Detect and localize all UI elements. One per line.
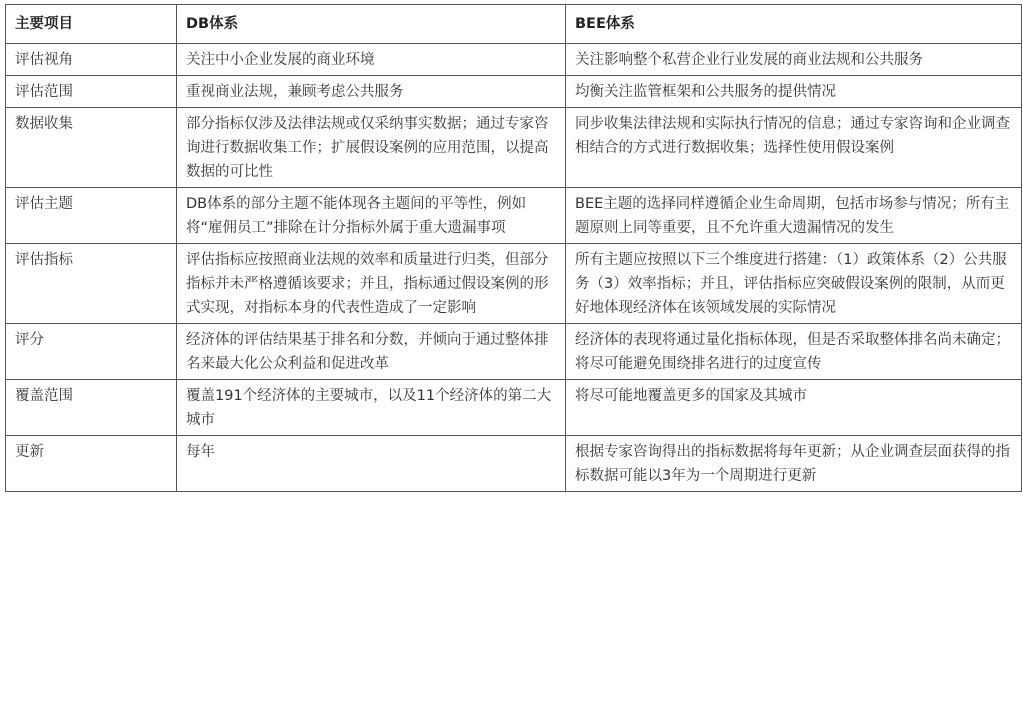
table-row	[6, 380, 1022, 436]
header-main-item: 主要项目	[6, 5, 177, 44]
db-cell: 每年	[177, 436, 566, 492]
bee-cell: 同步收集法律法规和实际执行情况的信息；通过专家咨询和企业调查相结合的方式进行数据收集；选择性使用假设案例	[566, 108, 1022, 188]
db-cell: 覆盖191个经济体的主要城市，以及11个经济体的第二大城市	[177, 380, 566, 436]
row-label: 覆盖范围	[6, 380, 177, 436]
row-label: 数据收集	[6, 108, 177, 188]
db-cell: 评估指标应按照商业法规的效率和质量进行归类，但部分指标并未严格遵循该要求；并且，指标通过假设案例的形式实现，对指标本身的代表性造成了一定影响	[177, 244, 566, 324]
table-row	[6, 436, 1022, 492]
bee-cell: 均衡关注监管框架和公共服务的提供情况	[566, 76, 1022, 108]
comparison-table	[5, 4, 1022, 492]
table-row	[6, 244, 1022, 324]
bee-cell: 所有主题应按照以下三个维度进行搭建：（1）政策体系（2）公共服务（3）效率指标；并且，评估指标应突破假设案例的限制，从而更好地体现经济体在该领域发展的实际情况	[566, 244, 1022, 324]
db-cell: 重视商业法规，兼顾考虑公共服务	[177, 76, 566, 108]
bee-cell: 将尽可能地覆盖更多的国家及其城市	[566, 380, 1022, 436]
bee-cell: BEE主题的选择同样遵循企业生命周期，包括市场参与情况；所有主题原则上同等重要，且不允许重大遗漏情况的发生	[566, 188, 1022, 244]
table-row	[6, 324, 1022, 380]
row-label: 评分	[6, 324, 177, 380]
db-cell: DB体系的部分主题不能体现各主题间的平等性，例如将“雇佣员工”排除在计分指标外属于重大遗漏事项	[177, 188, 566, 244]
bee-cell: 根据专家咨询得出的指标数据将每年更新；从企业调查层面获得的指标数据可能以3年为一个周期进行更新	[566, 436, 1022, 492]
row-label: 评估指标	[6, 244, 177, 324]
db-cell: 部分指标仅涉及法律法规或仅采纳事实数据；通过专家咨询进行数据收集工作；扩展假设案例的应用范围，以提高数据的可比性	[177, 108, 566, 188]
bee-cell: 关注影响整个私营企业行业发展的商业法规和公共服务	[566, 44, 1022, 76]
table-header-row	[6, 5, 1022, 44]
db-cell: 关注中小企业发展的商业环境	[177, 44, 566, 76]
bee-cell: 经济体的表现将通过量化指标体现，但是否采取整体排名尚未确定；将尽可能避免围绕排名进行的过度宣传	[566, 324, 1022, 380]
table-row	[6, 44, 1022, 76]
table-row	[6, 188, 1022, 244]
db-cell: 经济体的评估结果基于排名和分数，并倾向于通过整体排名来最大化公众利益和促进改革	[177, 324, 566, 380]
row-label: 评估视角	[6, 44, 177, 76]
row-label: 更新	[6, 436, 177, 492]
row-label: 评估范围	[6, 76, 177, 108]
header-bee-system: BEE体系	[566, 5, 1022, 44]
table-row	[6, 108, 1022, 188]
header-db-system: DB体系	[177, 5, 566, 44]
table-row	[6, 76, 1022, 108]
row-label: 评估主题	[6, 188, 177, 244]
